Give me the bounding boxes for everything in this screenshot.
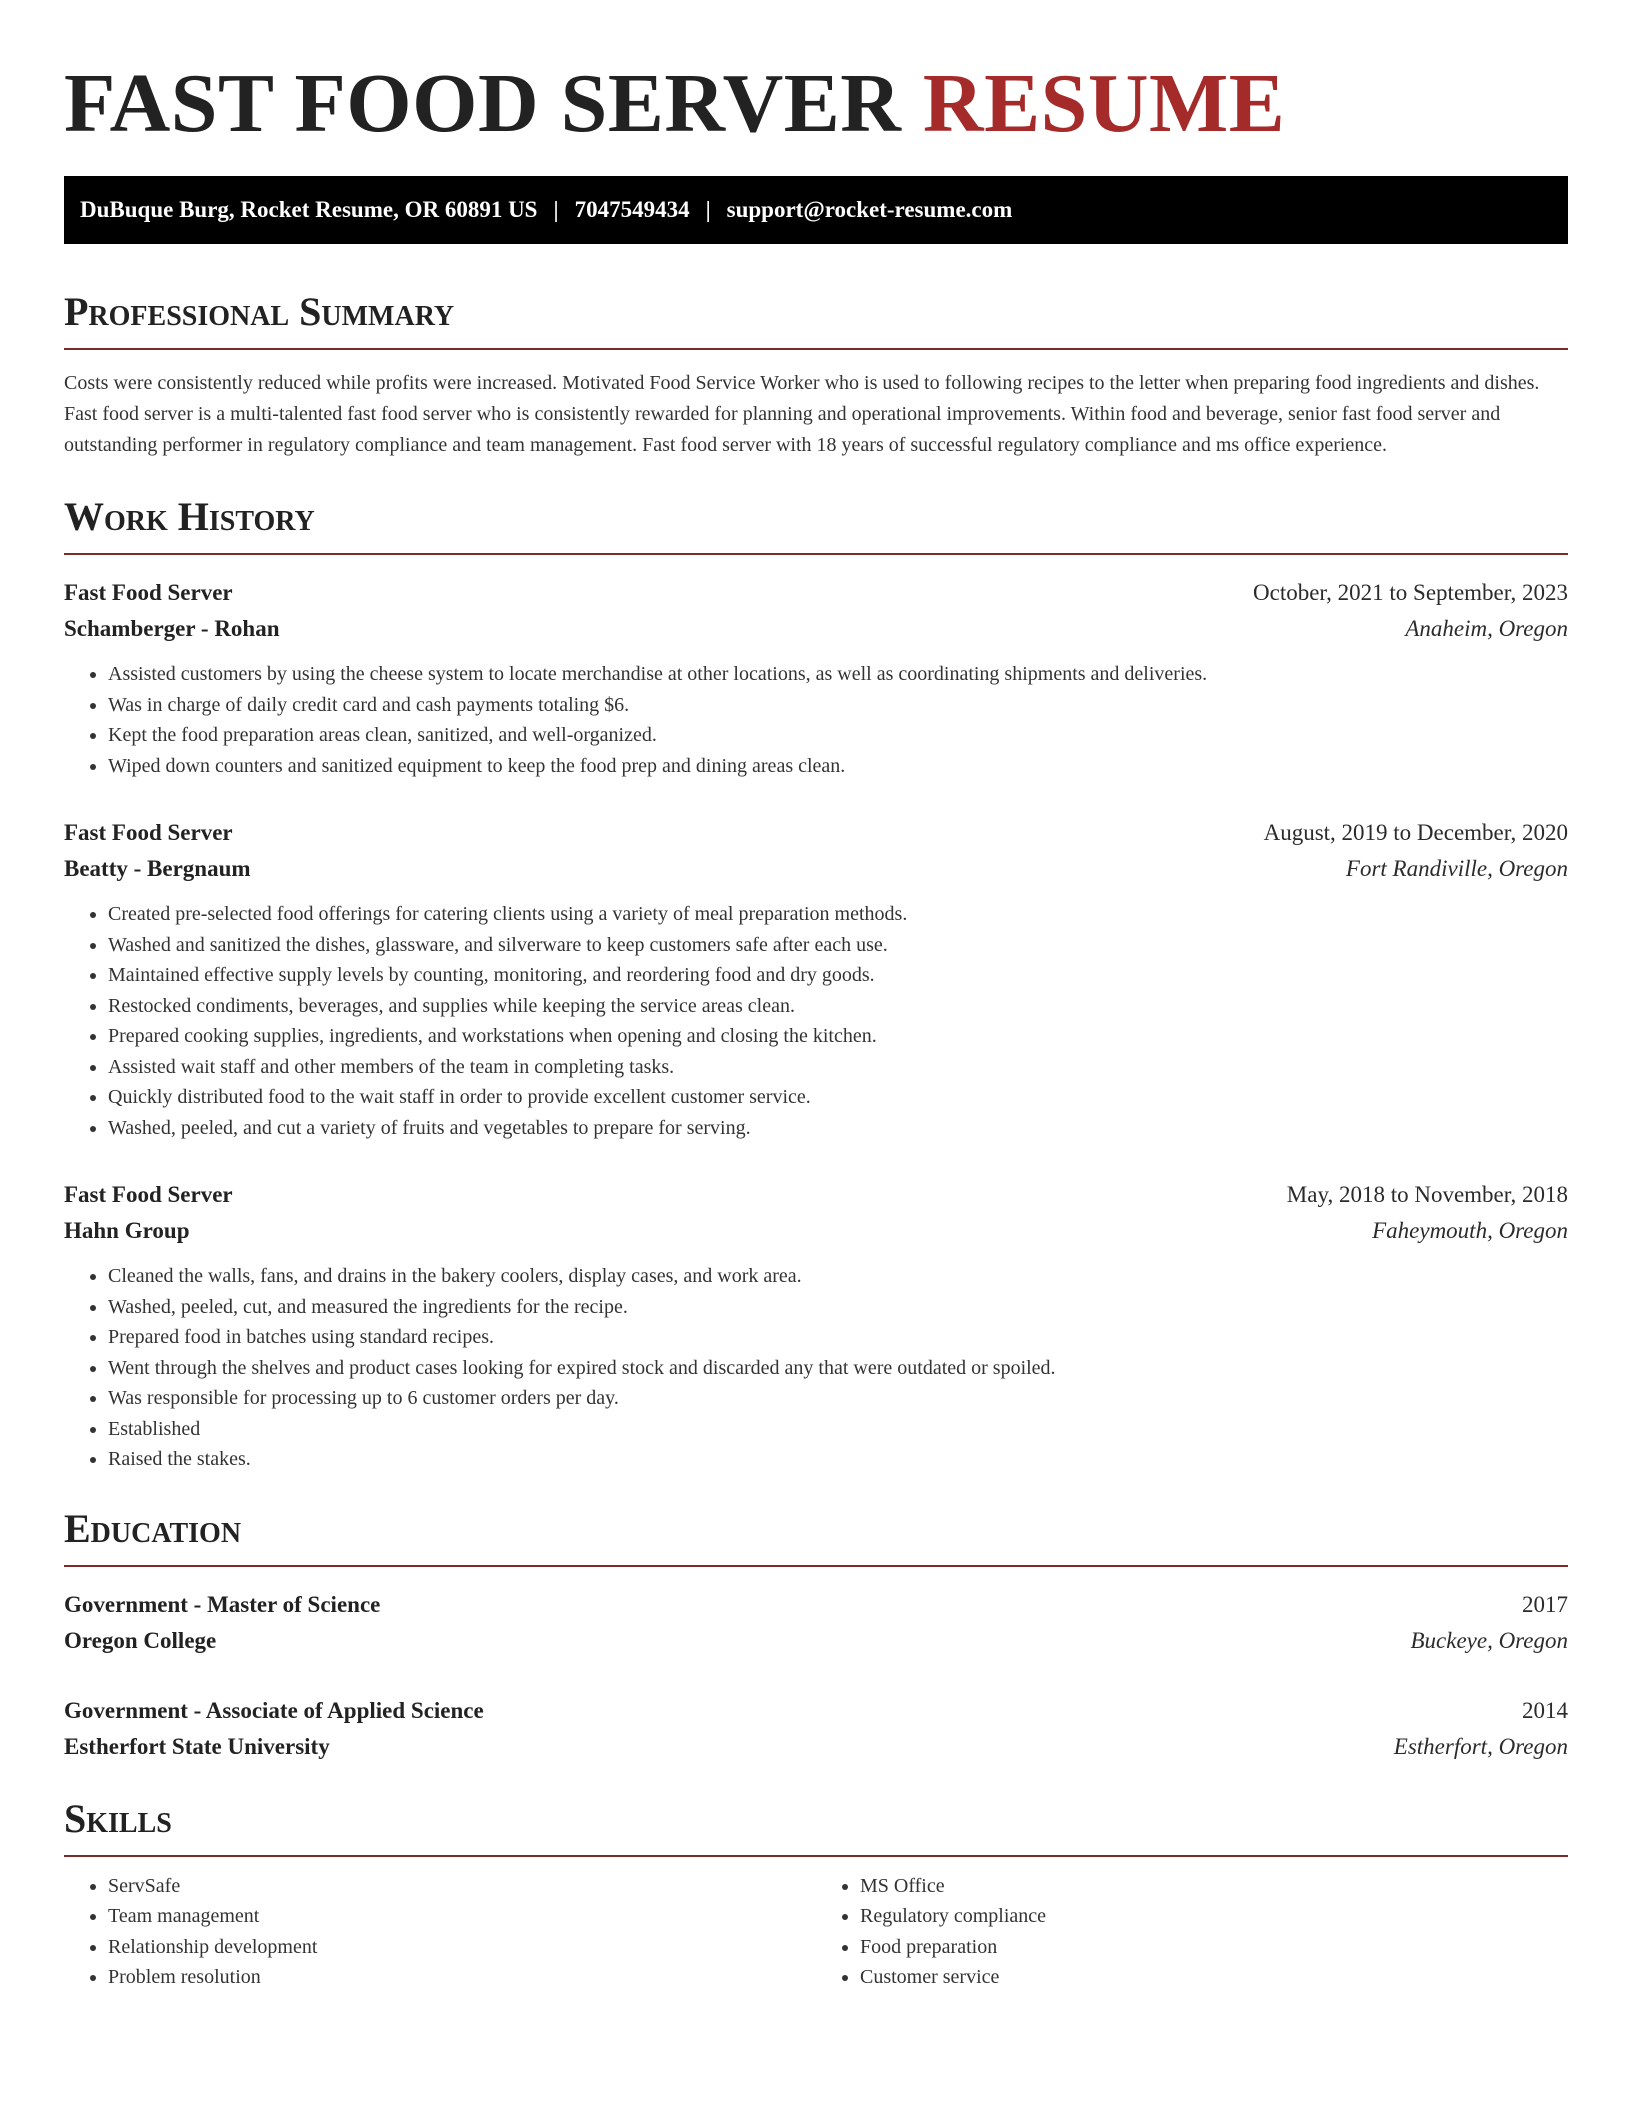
job-entry [64, 815, 1568, 1143]
education-degree-row [64, 1693, 1568, 1729]
contact-email: support@rocket-resume.com [726, 197, 1013, 222]
education-section [64, 1505, 1568, 1765]
job-bullets [64, 1261, 1568, 1475]
job-title-row [64, 575, 1568, 611]
skill-item: • Relationship development [108, 1932, 816, 1963]
job-bullet: • Quickly distributed food to the wait staff in order to provide excellent customer service. [108, 1082, 1568, 1113]
contact-bar [64, 176, 1568, 244]
job-bullet: • Raised the stakes. [108, 1444, 1568, 1475]
job-bullet: • Assisted wait staff and other members of the team in completing tasks. [108, 1052, 1568, 1083]
job-bullet: • Kept the food preparation areas clean, sanitized, and well-organized. [108, 720, 1568, 751]
skill-item: • Problem resolution [108, 1962, 816, 1993]
job-bullets [64, 659, 1568, 781]
education-location: Estherfort, Oregon [1393, 1733, 1568, 1759]
job-bullet: • Was in charge of daily credit card and cash payments totaling $6. [108, 690, 1568, 721]
job-company-row [64, 1213, 1568, 1249]
job-bullet: • Restocked condiments, beverages, and supplies while keeping the service areas clean. [108, 991, 1568, 1022]
resume-title [64, 56, 1568, 152]
summary-heading: Professional Summary [64, 288, 1568, 350]
education-entry [64, 1587, 1568, 1659]
skill-item: • Customer service [860, 1962, 1568, 1993]
skills-grid [64, 1871, 1568, 1993]
job-dates: May, 2018 to November, 2018 [1286, 1182, 1568, 1207]
job-company-row [64, 611, 1568, 647]
skill-item: • MS Office [860, 1871, 1568, 1902]
job-title-row [64, 1177, 1568, 1213]
job-entry [64, 1177, 1568, 1475]
job-entry [64, 575, 1568, 781]
job-bullet: • Maintained effective supply levels by counting, monitoring, and reordering food and dry goods. [108, 960, 1568, 991]
education-degree: Government - Associate of Applied Science [64, 1697, 484, 1723]
job-bullet: • Washed, peeled, cut, and measured the ingredients for the recipe. [108, 1292, 1568, 1323]
contact-address: DuBuque Burg, Rocket Resume, OR 60891 US [80, 197, 538, 222]
job-bullet: • Assisted customers by using the cheese system to locate merchandise at other locations, as well as coordinating shipments and deliveries. [108, 659, 1568, 690]
job-bullet: • Cleaned the walls, fans, and drains in the bakery coolers, display cases, and work area. [108, 1261, 1568, 1292]
job-title-row [64, 815, 1568, 851]
job-bullets [64, 899, 1568, 1143]
job-title: Fast Food Server [64, 1182, 233, 1207]
education-degree: Government - Master of Science [64, 1591, 381, 1617]
education-entry [64, 1693, 1568, 1765]
education-heading: Education [64, 1505, 1568, 1567]
work-history-heading: Work History [64, 493, 1568, 555]
education-school: Oregon College [64, 1627, 217, 1653]
education-year: 2017 [1522, 1591, 1568, 1617]
skills-column-right [816, 1871, 1568, 1993]
job-location: Anaheim, Oregon [1405, 616, 1568, 641]
job-company: Beatty - Bergnaum [64, 856, 251, 881]
education-degree-row [64, 1587, 1568, 1623]
job-bullet: • Washed and sanitized the dishes, glassware, and silverware to keep customers safe after each use. [108, 930, 1568, 961]
title-main: FAST FOOD SERVER [64, 57, 902, 150]
job-dates: October, 2021 to September, 2023 [1253, 580, 1568, 605]
job-bullet: • Created pre-selected food offerings for catering clients using a variety of meal preparation methods. [108, 899, 1568, 930]
job-title: Fast Food Server [64, 580, 233, 605]
job-bullet: • Washed, peeled, and cut a variety of fruits and vegetables to prepare for serving. [108, 1113, 1568, 1144]
job-bullet: • Established [108, 1414, 1568, 1445]
skills-section [64, 1795, 1568, 1993]
skill-item: • Food preparation [860, 1932, 1568, 1963]
summary-text: Costs were consistently reduced while profits were increased. Motivated Food Service Worker who is used to following recipes to the letter when preparing food ingredients and dishes. Fast food server is a multi-talented fast food server who is consistently rewarded for planning and operational improvements. Within food and beverage, senior fast food server and outstanding performer in regulatory compliance and team management. Fast food server with 18 years of successful regulatory compliance and ms office experience. [64, 372, 1540, 456]
contact-separator: | [705, 197, 711, 222]
skill-item: • Team management [108, 1901, 816, 1932]
skill-item: • Regulatory compliance [860, 1901, 1568, 1932]
job-bullet: • Was responsible for processing up to 6 customer orders per day. [108, 1383, 1568, 1414]
job-company-row [64, 851, 1568, 887]
job-bullet: • Went through the shelves and product cases looking for expired stock and discarded any that were outdated or spoiled. [108, 1353, 1568, 1384]
job-bullet: • Prepared food in batches using standard recipes. [108, 1322, 1568, 1353]
work-history-section [64, 493, 1568, 1475]
education-year: 2014 [1522, 1697, 1568, 1723]
job-dates: August, 2019 to December, 2020 [1263, 820, 1568, 845]
job-company: Schamberger - Rohan [64, 616, 280, 641]
job-location: Faheymouth, Oregon [1372, 1218, 1568, 1243]
summary-section [64, 288, 1568, 461]
job-bullet: • Prepared cooking supplies, ingredients, and workstations when opening and closing the kitchen. [108, 1021, 1568, 1052]
job-company: Hahn Group [64, 1218, 190, 1243]
education-location: Buckeye, Oregon [1410, 1627, 1568, 1653]
job-title: Fast Food Server [64, 820, 233, 845]
skills-column-left [64, 1871, 816, 1993]
title-accent: RESUME [922, 57, 1286, 150]
education-school-row [64, 1623, 1568, 1659]
contact-phone: 7047549434 [574, 197, 690, 222]
contact-separator: | [553, 197, 559, 222]
job-bullet: • Wiped down counters and sanitized equipment to keep the food prep and dining areas clean. [108, 751, 1568, 782]
skills-heading: Skills [64, 1795, 1568, 1857]
education-school-row [64, 1729, 1568, 1765]
job-location: Fort Randiville, Oregon [1345, 856, 1568, 881]
skill-item: • ServSafe [108, 1871, 816, 1902]
education-school: Estherfort State University [64, 1733, 330, 1759]
